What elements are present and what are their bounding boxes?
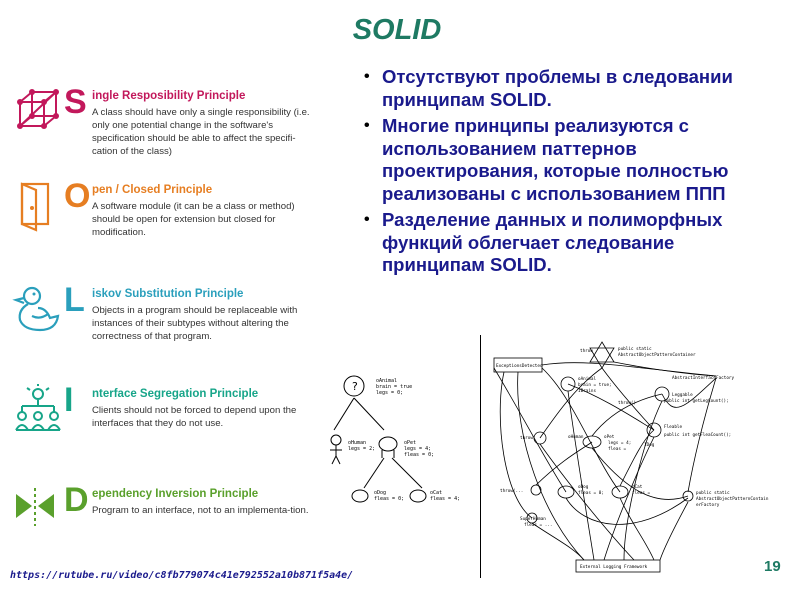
principle-lsp (14, 281, 314, 356)
svg-text:fleas =: fleas = (608, 447, 627, 452)
svg-text:public static: public static (696, 491, 730, 496)
bullet-dot-icon: • (364, 68, 370, 85)
principle-name: iskov Substitution Principle (92, 288, 244, 300)
svg-text:public int getFleaCount();: public int getFleaCount(); (664, 433, 732, 438)
svg-text:throw: throw (580, 349, 593, 354)
bullet-item: • Разделение данных и полиморфных функций облегчает следование принципам SOLID. (364, 209, 723, 275)
people-lightbulb-icon (14, 386, 62, 440)
class-prop-label: fleas = 0; (404, 452, 435, 458)
principle-description: A class should have only a single responsibility (i.e. only one potential change in the software's specification should be able to affect the specifi-cation of the class) (92, 107, 310, 157)
principle-isp (14, 381, 314, 456)
class-prop-label: legs = 2; (348, 446, 376, 452)
principle-srp (14, 83, 314, 158)
svg-text:Leggable: Leggable (672, 393, 693, 398)
class-prop-label: brain = true (376, 384, 413, 390)
arrows-inward-icon (14, 486, 62, 540)
divider-line (480, 335, 481, 578)
svg-text:External Logging Framework: External Logging Framework (580, 565, 648, 570)
svg-text:SuperHuman: SuperHuman (520, 517, 546, 522)
slide-title: SOLID (352, 14, 442, 46)
svg-text:throw(): throw() (618, 401, 637, 406)
tangled-dependency-diagram (484, 338, 769, 578)
svg-text:oCat: oCat (632, 485, 643, 490)
class-prop-label: fleas = 4; (430, 496, 461, 502)
bullet-list (362, 66, 782, 281)
principle-letter: I (64, 381, 74, 419)
principle-dip (14, 481, 314, 556)
class-prop-label: fleas = 0; (374, 496, 405, 502)
svg-text:legs = 4;: legs = 4; (608, 441, 632, 446)
principle-description: Program to an interface, not to an implementa-tion. (92, 505, 309, 516)
svg-text:AbstractObjectPatternContain: AbstractObjectPatternContain (696, 497, 769, 502)
svg-text:Fleable: Fleable (664, 425, 683, 430)
svg-text:oHuman: oHuman (568, 435, 584, 440)
svg-text:IDog: IDog (644, 443, 655, 448)
svg-text:erFactory: erFactory (696, 503, 720, 508)
svg-text:IBrains: IBrains (578, 389, 597, 394)
svg-text:oPet: oPet (604, 435, 615, 440)
principle-letter: L (64, 281, 85, 319)
question-mark-icon: ? (352, 380, 358, 393)
principle-description: Objects in a program should be replaceable with instances of their subtypes without altering the correctness of that program. (92, 305, 298, 342)
principle-name: nterface Segregation Principle (92, 388, 259, 400)
svg-text:brain = true;: brain = true; (578, 383, 612, 388)
network-cube-icon (14, 88, 62, 142)
source-video-link[interactable]: https://rutube.ru/video/c8fb779074c41e792552a10b871f5a4e/ (10, 570, 354, 581)
class-name-label: oPet (404, 440, 417, 446)
bullet-item: • Отсутствуют проблемы в следовании принципам SOLID. (364, 66, 733, 110)
class-prop-label: legs = 0; (376, 390, 404, 396)
svg-text:throw: throw (520, 436, 533, 441)
bullet-dot-icon: • (364, 211, 370, 228)
svg-text:fleas =: fleas = (632, 491, 651, 496)
svg-text:public static: public static (618, 347, 652, 352)
open-door-icon (14, 182, 62, 236)
svg-text:fleas = 0;: fleas = 0; (578, 491, 604, 496)
class-name-label: oCat (430, 490, 443, 496)
svg-text:oDog: oDog (578, 485, 589, 490)
svg-text:fleas = ...: fleas = ... (524, 523, 553, 528)
principle-letter: S (64, 83, 87, 121)
principle-name: pen / Closed Principle (92, 184, 213, 196)
svg-text:ExceptionsDetected: ExceptionsDetected (496, 364, 543, 369)
svg-text:AbstractObjectPatternContainer: AbstractObjectPatternContainer (618, 353, 696, 358)
svg-text:throw(...: throw(... (500, 489, 524, 494)
class-hierarchy-diagram (322, 368, 482, 518)
bullet-item: • Многие принципы реализуются с использованием паттернов проектирования, которые полностью реализованы с использованием ППП (364, 115, 729, 204)
page-number: 19 (764, 558, 781, 575)
class-name-label: oDog (374, 490, 387, 496)
svg-text:oAnimal: oAnimal (578, 377, 597, 382)
bullet-dot-icon: • (364, 117, 370, 134)
svg-text:AbstractInterfaceFactory: AbstractInterfaceFactory (672, 376, 735, 381)
principle-name: ingle Resposibility Principle (92, 90, 246, 102)
class-name-label: oAnimal (376, 378, 398, 384)
principle-letter: D (64, 481, 89, 519)
principle-description: Clients should not be forced to depend upon the interfaces that they do not use. (92, 405, 297, 429)
rubber-duck-icon (14, 286, 62, 340)
principle-name: ependency Inversion Principle (92, 488, 259, 500)
principle-ocp (14, 177, 314, 252)
principle-letter: O (64, 177, 91, 215)
svg-text:public int getLegCount();: public int getLegCount(); (664, 399, 729, 404)
class-prop-label: legs = 4; (404, 446, 432, 452)
principle-description: A software module (it can be a class or method) should be open for extension but closed for modification. (92, 201, 295, 238)
class-name-label: oHuman (348, 440, 367, 446)
